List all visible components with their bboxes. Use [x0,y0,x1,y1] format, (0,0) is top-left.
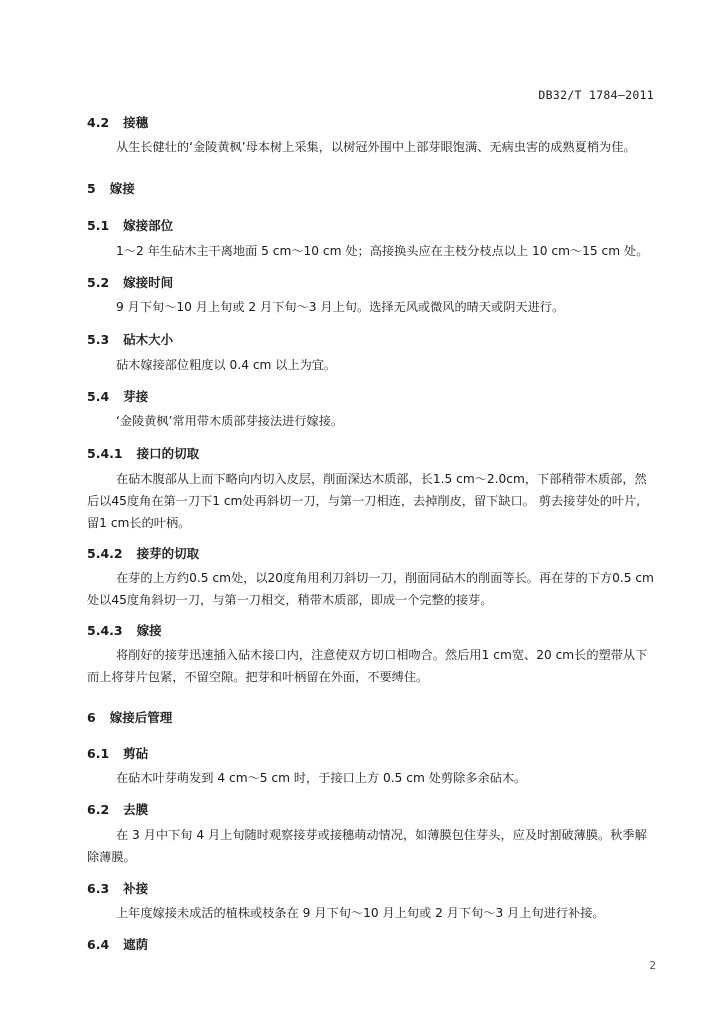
paragraph-6-2-line-1 [116,824,656,846]
paragraph-4-2 [116,136,656,158]
section-title: 接穗 [123,115,149,130]
section-number: 4.2 [87,115,110,130]
paragraph-line: 从生长健壮的‘金陵黄枫’母本树上采集，以树冠外围中上部芽眼饱满、无病虫害的成熟夏梢为佳。 [116,140,636,154]
paragraph-line: 砧木嫁接部位粗度以 0.4 cm 以上为宜。 [116,358,337,372]
page-number: 2 [649,959,656,972]
paragraph-6-3 [116,902,656,924]
section-title: 嫁接部位 [123,218,174,233]
paragraph-line: 在芽的上方约0.5 cm处，以20度角用利刀斜切一刀，削面同砧木的削面等长。再在芽的下方0.5 cm [116,571,654,585]
section-title: 嫁接后管理 [109,710,173,725]
paragraph-6-1 [116,767,656,789]
section-title: 嫁接时间 [123,275,174,290]
section-number: 5.4.1 [87,446,123,461]
paragraph-5-4-1-line-1 [116,468,656,490]
paragraph-line: 后以45度角在第一刀下1 cm处再斜切一刀，与第一刀相连，去掉削皮，留下缺口。 剪去接芽处的叶片, [87,494,641,508]
paragraph-5-1 [116,240,656,262]
paragraph-5-2 [116,296,656,318]
paragraph-line: 而上将芽片包紧，不留空隙。把芽和叶柄留在外面，不要缚住。 [87,670,429,684]
section-title: 去膜 [123,802,149,817]
paragraph-line: 上年度嫁接未成活的植株或枝条在 9 月下旬～10 月上旬或 2 月下旬～3 月上旬进行补接。 [116,906,605,920]
section-title: 剪砧 [123,746,149,761]
section-title: 补接 [123,881,149,896]
section-heading-6-1 [87,744,148,762]
section-heading-6-4 [87,935,148,953]
section-heading-5-4-1 [87,444,199,462]
section-title: 接口的切取 [136,446,200,461]
paragraph-5-4 [116,410,656,432]
section-title: 砧木大小 [123,332,174,347]
section-number: 6.1 [87,746,110,761]
section-heading-5-4-2 [87,544,199,562]
paragraph-5-4-1-line-2 [87,490,656,512]
section-title: 遮荫 [123,937,149,952]
paragraph-line: 1～2 年生砧木主干离地面 5 cm～10 cm 处；高接换头应在主枝分枝点以上 10 cm～15 cm 处。 [116,244,649,258]
paragraph-line: 处以45度角斜切一刀，与第一刀相交，稍带木质部，即成一个完整的接芽。 [87,593,493,607]
section-heading-5-2 [87,273,173,291]
paragraph-line: 除薄膜。 [87,850,136,864]
paragraph-5-4-3-line-2 [87,666,656,688]
section-number: 6.2 [87,802,110,817]
paragraph-line: ‘金陵黄枫’常用带木质部芽接法进行嫁接。 [116,414,344,428]
paragraph-5-3 [116,354,656,376]
paragraph-5-4-2-line-1 [116,567,656,589]
section-heading-5-1 [87,216,173,234]
section-number: 6.3 [87,881,110,896]
section-number: 5.4.2 [87,546,123,561]
section-number: 5 [87,181,96,196]
section-title: 芽接 [123,389,149,404]
section-heading-4-2 [87,113,148,131]
paragraph-line: 将削好的接芽迅速插入砧木接口内，注意使双方切口相吻合。然后用1 cm宽、20 cm长的塑带从下 [116,648,648,662]
section-number: 5.3 [87,332,110,347]
paragraph-5-4-3-line-1 [116,644,656,666]
section-number: 6.4 [87,937,110,952]
paragraph-5-4-2-line-2 [87,589,656,611]
paragraph-line: 在砧木腹部从上而下略向内切入皮层，削面深达木质部，长1.5 cm～2.0cm，下部稍带木质部，然 [116,472,647,486]
section-heading-5-4 [87,387,148,405]
section-number: 5.1 [87,218,110,233]
section-heading-5-4-3 [87,621,162,639]
section-number: 5.4 [87,389,110,404]
paragraph-line: 在 3 月中下旬 4 月上旬随时观察接芽或接穗萌动情况，如薄膜包住芽头，应及时割破薄膜。秋季解 [116,828,647,842]
section-heading-6-3 [87,879,148,897]
section-number: 5.4.3 [87,623,123,638]
section-heading-6-2 [87,800,148,818]
paragraph-line: 在砧木叶芽萌发到 4 cm～5 cm 时，于接口上方 0.5 cm 处剪除多余砧木。 [116,771,527,785]
document-code: DB32/T 1784—2011 [538,88,654,102]
section-title: 接芽的切取 [136,546,200,561]
paragraph-line: 9 月下旬～10 月上旬或 2 月下旬～3 月上旬。选择无风或微风的晴天或阴天进行。 [116,300,565,314]
section-number: 5.2 [87,275,110,290]
section-title: 嫁接 [109,181,135,196]
section-title: 嫁接 [136,623,162,638]
paragraph-6-2-line-2 [87,846,656,868]
paragraph-line: 留1 cm长的叶柄。 [87,516,191,530]
section-heading-6 [87,708,172,726]
section-heading-5-3 [87,330,173,348]
section-heading-5 [87,179,135,197]
section-number: 6 [87,710,96,725]
paragraph-5-4-1-line-3 [87,512,656,534]
